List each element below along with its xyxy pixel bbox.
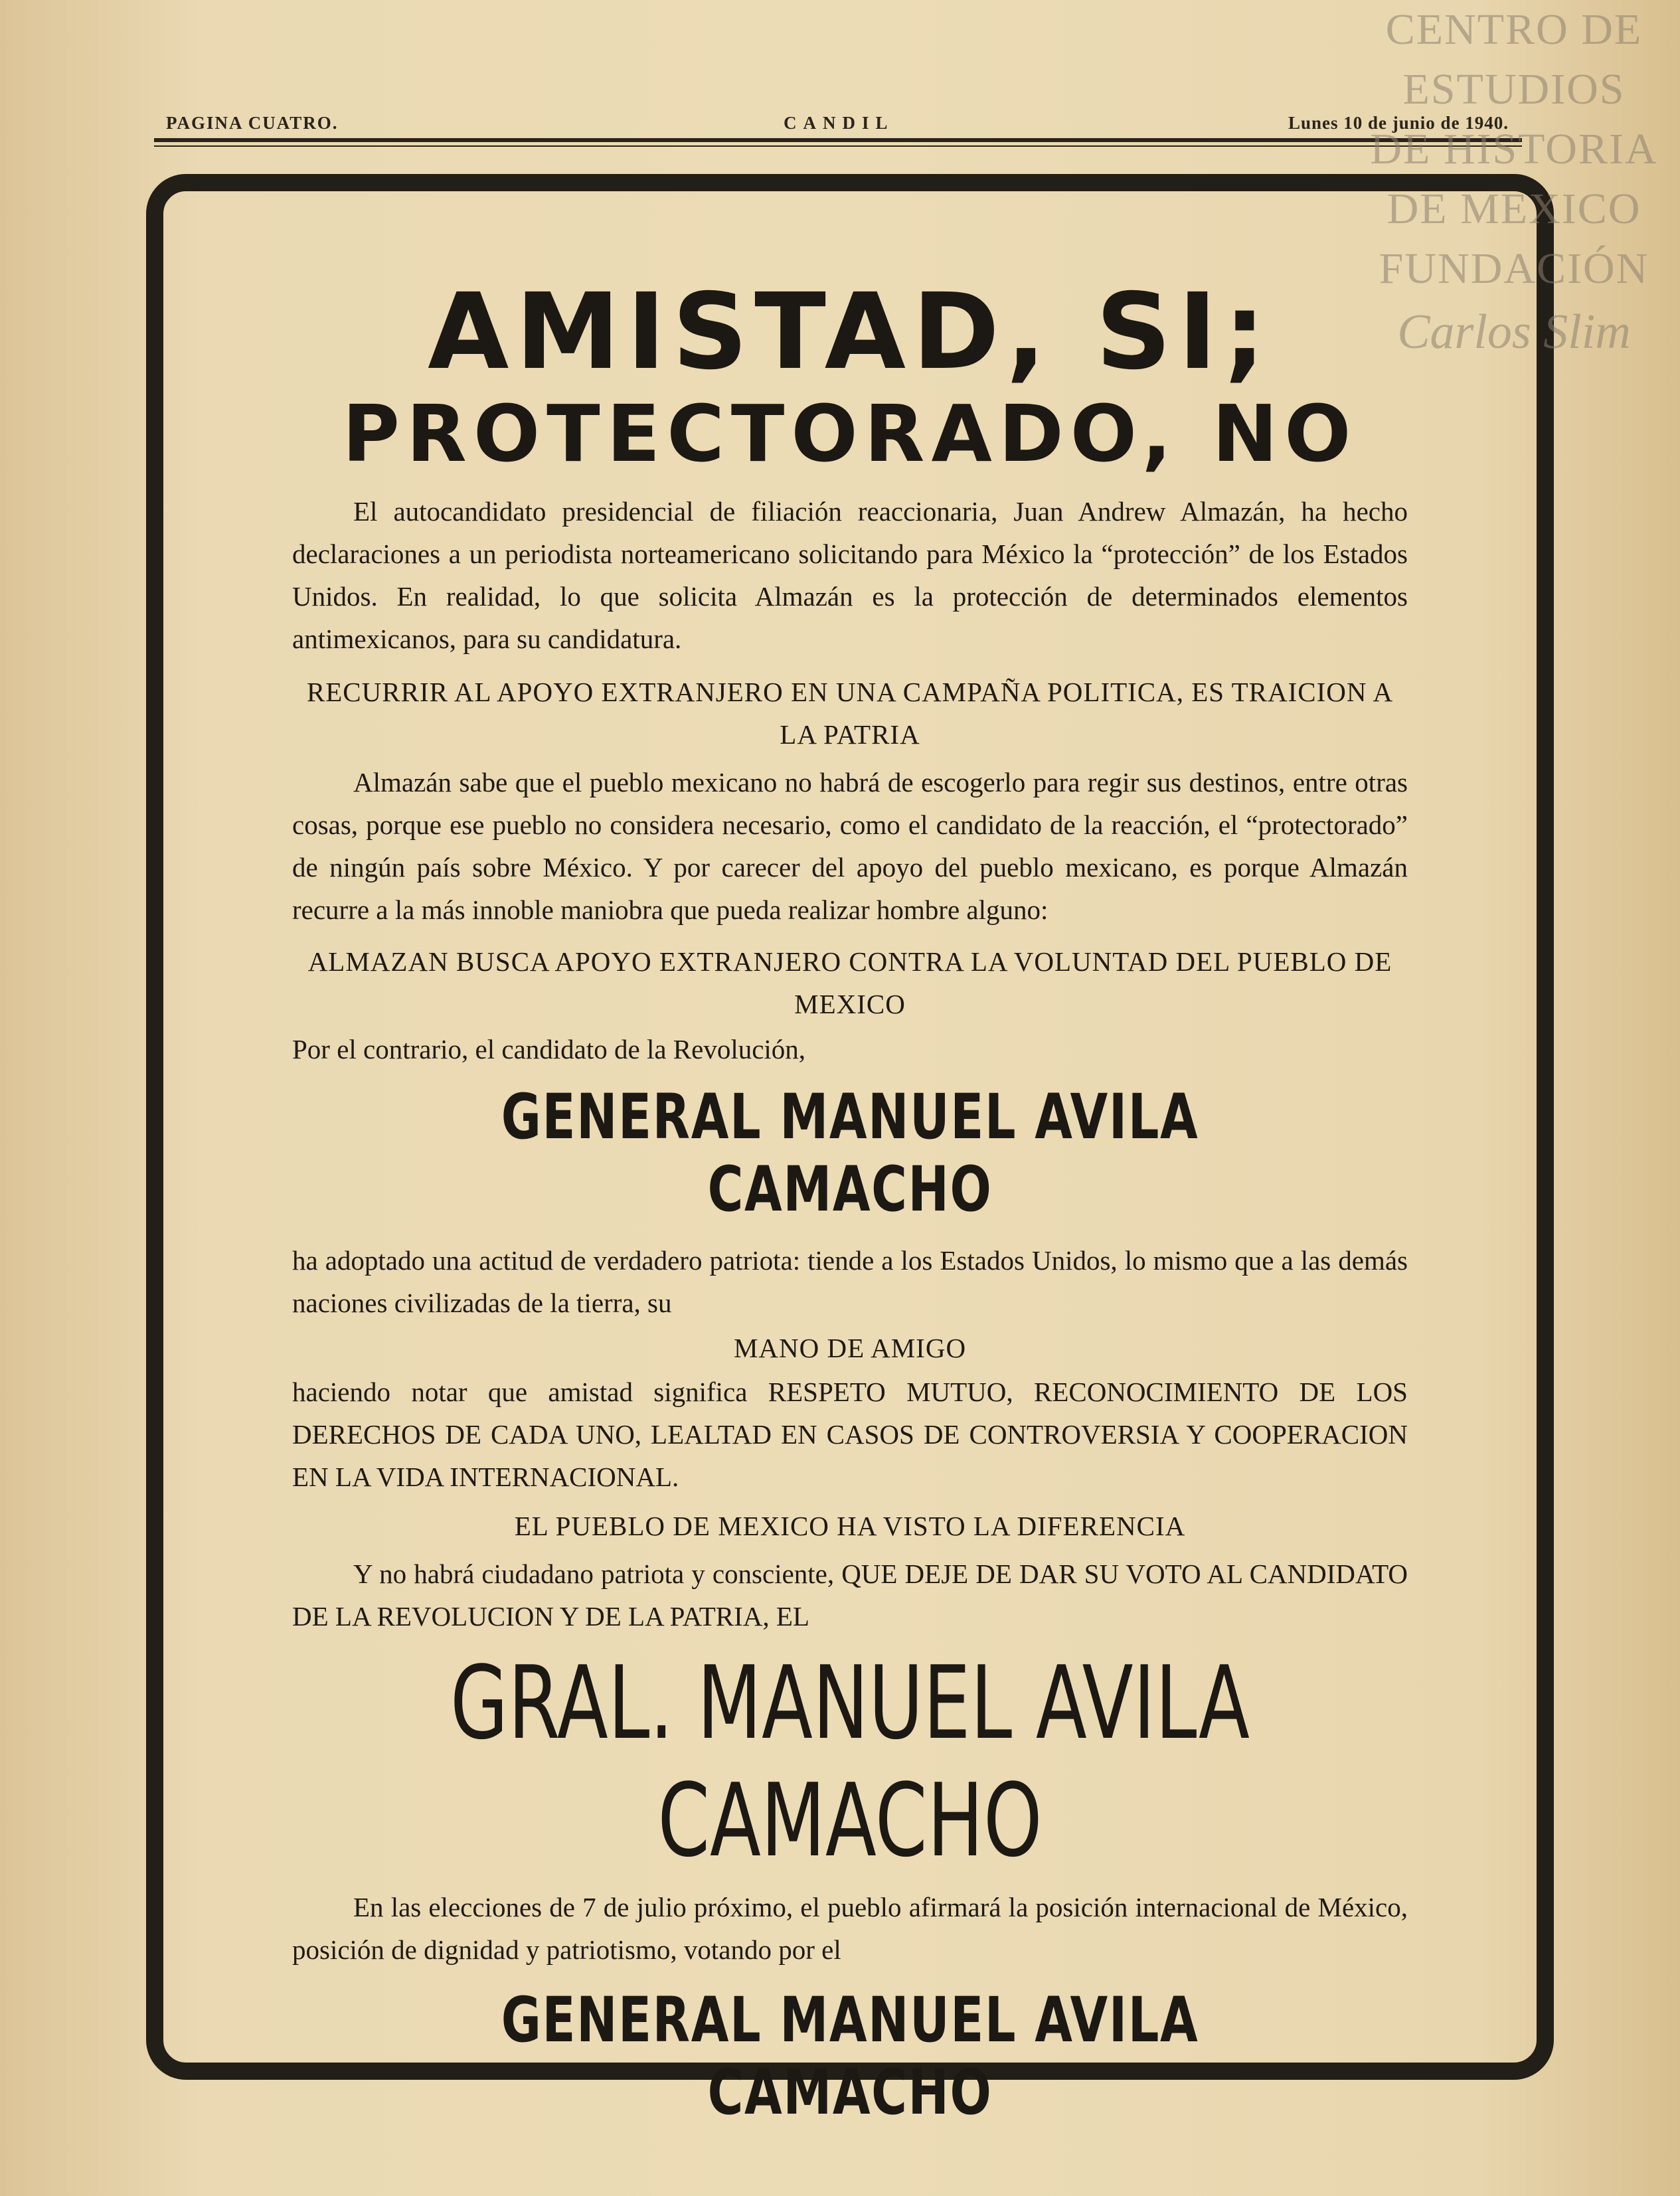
- candidate-name-3: GENERAL MANUEL AVILA CAMACHO: [501, 1984, 1199, 2129]
- article-body: [292, 252, 1408, 2129]
- caps-statement-1: RECURRIR AL APOYO EXTRANJERO EN UNA CAMPAÑA POLITICA, ES TRAICION A LA PATRIA: [306, 676, 1394, 750]
- headline-line-1: AMISTAD, SI;: [428, 271, 1272, 393]
- paragraph-elections: En las elecciones de 7 de julio próximo, el pueblo afirmará la posición internacional de México, posición de dignidad y patriotismo, votando por el: [292, 1891, 1408, 1965]
- candidate-name-1: GENERAL MANUEL AVILA CAMACHO: [501, 1080, 1199, 1226]
- paragraph-attitude: ha adoptado una actitud de verdadero patriota: tiende a los Estados Unidos, lo mismo que a las demás naciones civilizadas de la tierra, su: [292, 1244, 1408, 1318]
- paragraph-contrary: Por el contrario, el candidato de la Revolución,: [292, 1033, 806, 1064]
- header-rule: [154, 138, 1522, 142]
- paragraph-friendship: haciendo notar que amistad significa RESPETO MUTUO, RECONOCIMIENTO DE LOS DERECHOS DE CADA UNO, LEALTAD EN CASOS DE CONTROVERSIA Y COOPERACION EN LA VIDA INTERNACIONAL.: [292, 1376, 1408, 1492]
- archive-watermark: [1348, 0, 1680, 425]
- paragraph-intro: El autocandidato presidencial de filiación reaccionaria, Juan Andrew Almazán, ha hecho declaraciones a un periodista norteamericano solicitando para México la “protección” de los Estados Unidos. En realidad, lo que solicita Almazán es la protección de determinados elementos antimexicanos, para su candidatura.: [292, 495, 1408, 654]
- issue-date: Lunes 10 de junio de 1940.: [1288, 113, 1509, 133]
- caps-statement-2: ALMAZAN BUSCA APOYO EXTRANJERO CONTRA LA VOLUNTAD DEL PUEBLO DE MEXICO: [307, 946, 1392, 1019]
- paragraph-almazan: Almazán sabe que el pueblo mexicano no habrá de escogerlo para regir sus destinos, entre otras cosas, porque ese pueblo no considera necesario, como el candidato de la reacción, el “protectorado” de ningún país sobre México. Y por carecer del apoyo del pueblo mexicano, es porque Almazán recurre a la más innoble maniobra que pueda realizar hombre alguno:: [292, 766, 1408, 925]
- headline-line-2: PROTECTORADO, NO: [342, 387, 1358, 479]
- page-number-label: PAGINA CUATRO.: [166, 113, 339, 133]
- newspaper-name: CANDIL: [784, 113, 894, 133]
- watermark-line: CENTRO DE: [1385, 5, 1643, 54]
- paragraph-vote: Y no habrá ciudadano patriota y consciente, QUE DEJE DE DAR SU VOTO AL CANDIDATO DE LA REVOLUCION Y DE LA PATRIA, EL: [292, 1558, 1408, 1632]
- caps-statement-3: MANO DE AMIGO: [733, 1332, 967, 1363]
- watermark-line: DE HISTORIA: [1370, 125, 1658, 173]
- watermark-signature: Carlos Slim: [1397, 305, 1631, 359]
- watermark-line: DE MEXICO: [1386, 185, 1641, 233]
- caps-statement-4: EL PUEBLO DE MEXICO HA VISTO LA DIFERENCIA: [514, 1510, 1186, 1541]
- watermark-line: FUNDACIÓN: [1379, 244, 1649, 293]
- watermark-line: ESTUDIOS: [1402, 65, 1626, 114]
- candidate-name-2: GRAL. MANUEL AVILA CAMACHO: [450, 1644, 1250, 1879]
- header-rule-thin: [154, 145, 1522, 147]
